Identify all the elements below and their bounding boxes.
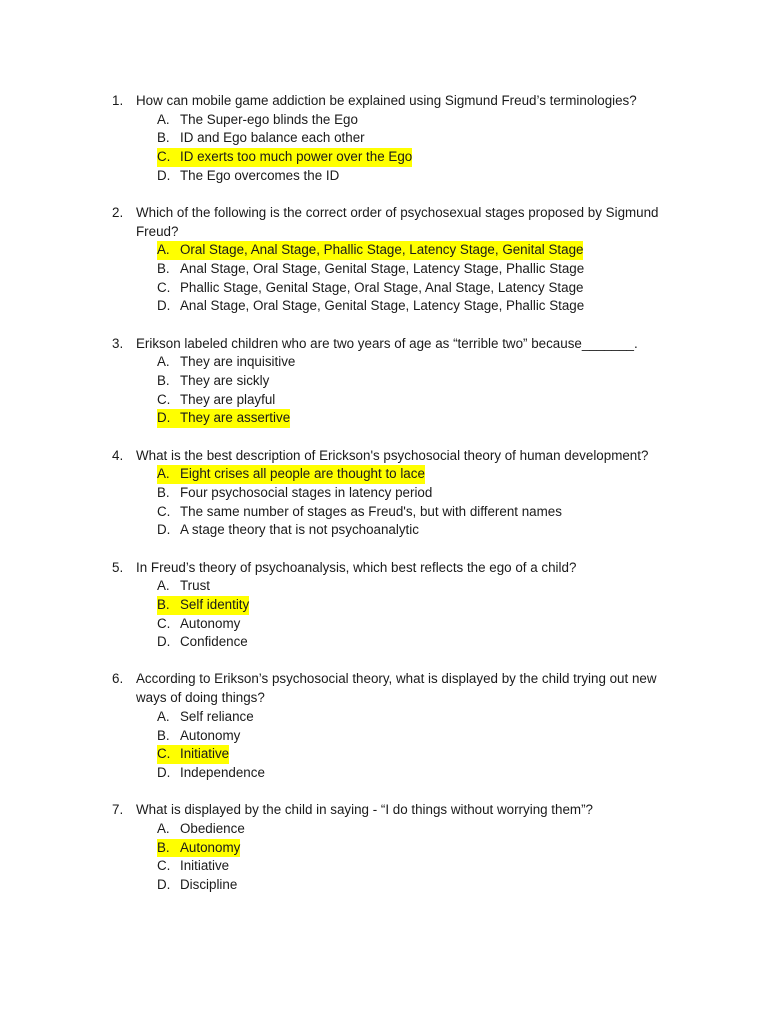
answer-option	[0, 615, 768, 634]
question-item	[0, 801, 768, 894]
answer-option	[0, 391, 768, 410]
option-letter: B.	[157, 484, 170, 500]
question-header	[0, 670, 768, 707]
question-header	[0, 447, 768, 466]
answer-options	[0, 465, 768, 540]
option-text: They are assertive	[180, 410, 291, 426]
option-text: ID and Ego balance each other	[180, 130, 365, 146]
answer-option	[0, 708, 768, 727]
option-letter: B.	[157, 130, 170, 146]
option-text: Trust	[180, 578, 211, 594]
answer-content	[157, 111, 358, 130]
answer-content	[157, 820, 245, 839]
answer-content	[157, 503, 562, 522]
question-item	[0, 670, 768, 782]
option-text: Anal Stage, Oral Stage, Genital Stage, Latency Stage, Phallic Stage	[180, 261, 585, 277]
question-text: According to Erikson’s psychosocial theory, what is displayed by the child trying out new ways of doing things?	[136, 671, 657, 706]
answer-option	[0, 503, 768, 522]
answer-content	[157, 764, 265, 783]
option-text: The Ego overcomes the ID	[180, 167, 340, 183]
highlighted-answer	[157, 596, 249, 615]
question-header	[0, 92, 768, 111]
answer-option	[0, 129, 768, 148]
answer-content	[157, 857, 229, 876]
answer-option	[0, 279, 768, 298]
question-item	[0, 204, 768, 316]
question-item	[0, 447, 768, 540]
option-letter: A.	[157, 708, 170, 724]
question-number: 6.	[112, 671, 124, 687]
answer-option	[0, 727, 768, 746]
answer-content	[157, 391, 275, 410]
answer-option	[0, 167, 768, 186]
option-text: ID exerts too much power over the Ego	[180, 149, 413, 165]
answer-content	[157, 279, 583, 298]
option-letter: D.	[157, 634, 171, 650]
option-text: A stage theory that is not psychoanalytic	[180, 522, 419, 538]
option-letter: C.	[157, 149, 171, 165]
answer-option	[0, 839, 768, 858]
answer-options	[0, 111, 768, 186]
highlighted-answer	[157, 839, 240, 858]
answer-content	[157, 708, 254, 727]
question-number: 1.	[112, 93, 124, 108]
answer-content	[157, 577, 210, 596]
question-header	[0, 801, 768, 820]
option-letter: C.	[157, 279, 171, 295]
option-letter: D.	[157, 876, 171, 892]
question-text: What is the best description of Erickson's psychosocial theory of human development?	[136, 447, 649, 463]
option-text: Autonomy	[180, 839, 241, 855]
option-text: The same number of stages as Freud's, but with different names	[180, 503, 562, 519]
option-text: Initiative	[180, 858, 230, 874]
option-text: They are playful	[180, 391, 276, 407]
answer-option	[0, 633, 768, 652]
option-letter: A.	[157, 354, 170, 370]
answer-option	[0, 260, 768, 279]
option-text: Self reliance	[180, 708, 254, 724]
option-text: Four psychosocial stages in latency period	[180, 484, 433, 500]
option-letter: B.	[157, 373, 170, 388]
answer-content	[157, 876, 237, 895]
question-list	[0, 92, 768, 895]
option-letter: B.	[157, 261, 170, 277]
answer-content	[157, 353, 295, 372]
answer-option	[0, 596, 768, 615]
answer-content	[157, 129, 365, 148]
option-text: Confidence	[180, 634, 248, 650]
option-letter: A.	[157, 578, 170, 594]
answer-content	[157, 297, 584, 316]
answer-content	[157, 727, 240, 746]
option-letter: D.	[157, 764, 171, 780]
option-letter: D.	[157, 167, 171, 183]
question-text: How can mobile game addiction be explained using Sigmund Freud’s terminologies?	[136, 93, 637, 108]
answer-option	[0, 372, 768, 391]
option-letter: C.	[157, 615, 171, 631]
option-text: Oral Stage, Anal Stage, Phallic Stage, Latency Stage, Genital Stage	[180, 242, 584, 258]
question-header	[0, 335, 768, 354]
option-letter: A.	[157, 111, 170, 127]
option-text: The Super-ego blinds the Ego	[180, 111, 358, 127]
option-text: Obedience	[180, 820, 245, 836]
answer-option	[0, 876, 768, 895]
question-number: 2.	[112, 204, 124, 220]
option-letter: D.	[157, 410, 171, 426]
answer-option	[0, 820, 768, 839]
option-text: Anal Stage, Oral Stage, Genital Stage, Latency Stage, Phallic Stage	[180, 298, 585, 314]
highlighted-answer	[157, 465, 425, 484]
option-letter: C.	[157, 503, 171, 519]
answer-option	[0, 241, 768, 260]
answer-option	[0, 577, 768, 596]
question-item	[0, 92, 768, 185]
answer-options	[0, 353, 768, 428]
option-text: Eight crises all people are thought to lace	[180, 466, 425, 482]
option-text: Discipline	[180, 876, 238, 892]
question-text: Which of the following is the correct order of psychosexual stages proposed by Sigmund Freud?	[136, 204, 659, 239]
option-letter: D.	[157, 522, 171, 538]
option-text: Phallic Stage, Genital Stage, Oral Stage, Anal Stage, Latency Stage	[180, 279, 584, 295]
option-letter: A.	[157, 242, 170, 258]
highlighted-answer	[157, 745, 229, 764]
answer-options	[0, 708, 768, 783]
answer-option	[0, 297, 768, 316]
answer-option	[0, 484, 768, 503]
answer-content	[157, 615, 240, 634]
question-text: In Freud’s theory of psychoanalysis, which best reflects the ego of a child?	[136, 559, 577, 575]
question-text: What is displayed by the child in saying - “I do things without worrying them”?	[136, 802, 593, 818]
option-text: Self identity	[180, 596, 250, 612]
answer-option	[0, 409, 768, 428]
option-letter: D.	[157, 298, 171, 314]
highlighted-answer	[157, 241, 583, 260]
option-text: Initiative	[180, 746, 230, 762]
answer-option	[0, 111, 768, 130]
answer-option	[0, 521, 768, 540]
answer-content	[157, 521, 419, 540]
answer-option	[0, 745, 768, 764]
question-item	[0, 335, 768, 428]
question-item	[0, 559, 768, 652]
answer-option	[0, 857, 768, 876]
question-number: 7.	[112, 802, 124, 818]
option-text: Autonomy	[180, 615, 241, 631]
answer-options	[0, 577, 768, 652]
answer-content	[157, 372, 269, 391]
option-letter: C.	[157, 746, 171, 762]
question-text: Erikson labeled children who are two years of age as “terrible two” because_______.	[136, 335, 638, 351]
answer-option	[0, 465, 768, 484]
question-header	[0, 559, 768, 578]
answer-content	[157, 484, 432, 503]
question-number: 3.	[112, 335, 124, 351]
option-letter: C.	[157, 858, 171, 874]
answer-content	[157, 260, 584, 279]
answer-option	[0, 148, 768, 167]
question-number: 4.	[112, 447, 124, 463]
option-text: They are sickly	[180, 373, 270, 388]
option-letter: A.	[157, 820, 170, 836]
option-letter: B.	[157, 596, 170, 612]
option-letter: A.	[157, 466, 170, 482]
answer-options	[0, 241, 768, 316]
highlighted-answer	[157, 409, 290, 428]
option-letter: C.	[157, 391, 171, 407]
question-header	[0, 204, 768, 241]
answer-option	[0, 764, 768, 783]
answer-option	[0, 353, 768, 372]
answer-options	[0, 820, 768, 895]
option-text: Autonomy	[180, 727, 241, 743]
option-text: Independence	[180, 764, 265, 780]
answer-content	[157, 633, 248, 652]
answer-content	[157, 167, 339, 186]
option-text: They are inquisitive	[180, 354, 296, 370]
option-letter: B.	[157, 727, 170, 743]
question-number: 5.	[112, 559, 124, 575]
option-letter: B.	[157, 839, 170, 855]
highlighted-answer	[157, 148, 412, 167]
